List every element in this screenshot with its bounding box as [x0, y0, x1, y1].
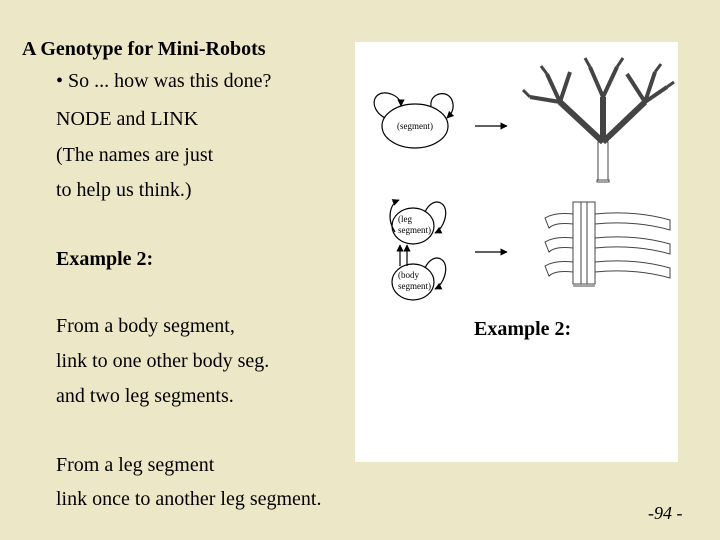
text-line-1: NODE and LINK: [56, 108, 199, 130]
slide-title: A Genotype for Mini-Robots: [22, 38, 266, 60]
body-node-label-2: segment): [398, 281, 431, 291]
bullet-question: • So ... how was this done?: [56, 70, 272, 92]
body-text-2: link to one other body seg.: [56, 350, 270, 372]
genotype-figure: [355, 42, 678, 462]
body-text-1: From a body segment,: [56, 315, 235, 337]
leg-body-node-graph: [390, 200, 446, 300]
centipede-robot: [545, 202, 670, 286]
figure-illustration: [355, 42, 678, 462]
leg-text-2: link once to another leg segment.: [56, 488, 322, 510]
body-text-3: and two leg segments.: [56, 385, 234, 407]
body-node-label-1: (body: [398, 270, 419, 280]
segment-node-label: (segment): [397, 121, 433, 131]
leg-node-label-1: (leg: [398, 214, 412, 224]
self-loop-right: [431, 94, 453, 118]
page-number: -94 -: [648, 503, 683, 523]
segment-node-graph: [374, 93, 453, 148]
figure-caption: Example 2:: [474, 318, 572, 340]
tree-robot: [523, 58, 674, 182]
leg-node-label-2: segment): [398, 225, 431, 235]
example-heading: Example 2:: [56, 248, 154, 270]
text-line-3: to help us think.): [56, 179, 192, 201]
leg-text-1: From a leg segment: [56, 454, 215, 476]
text-line-2: (The names are just: [56, 144, 214, 166]
